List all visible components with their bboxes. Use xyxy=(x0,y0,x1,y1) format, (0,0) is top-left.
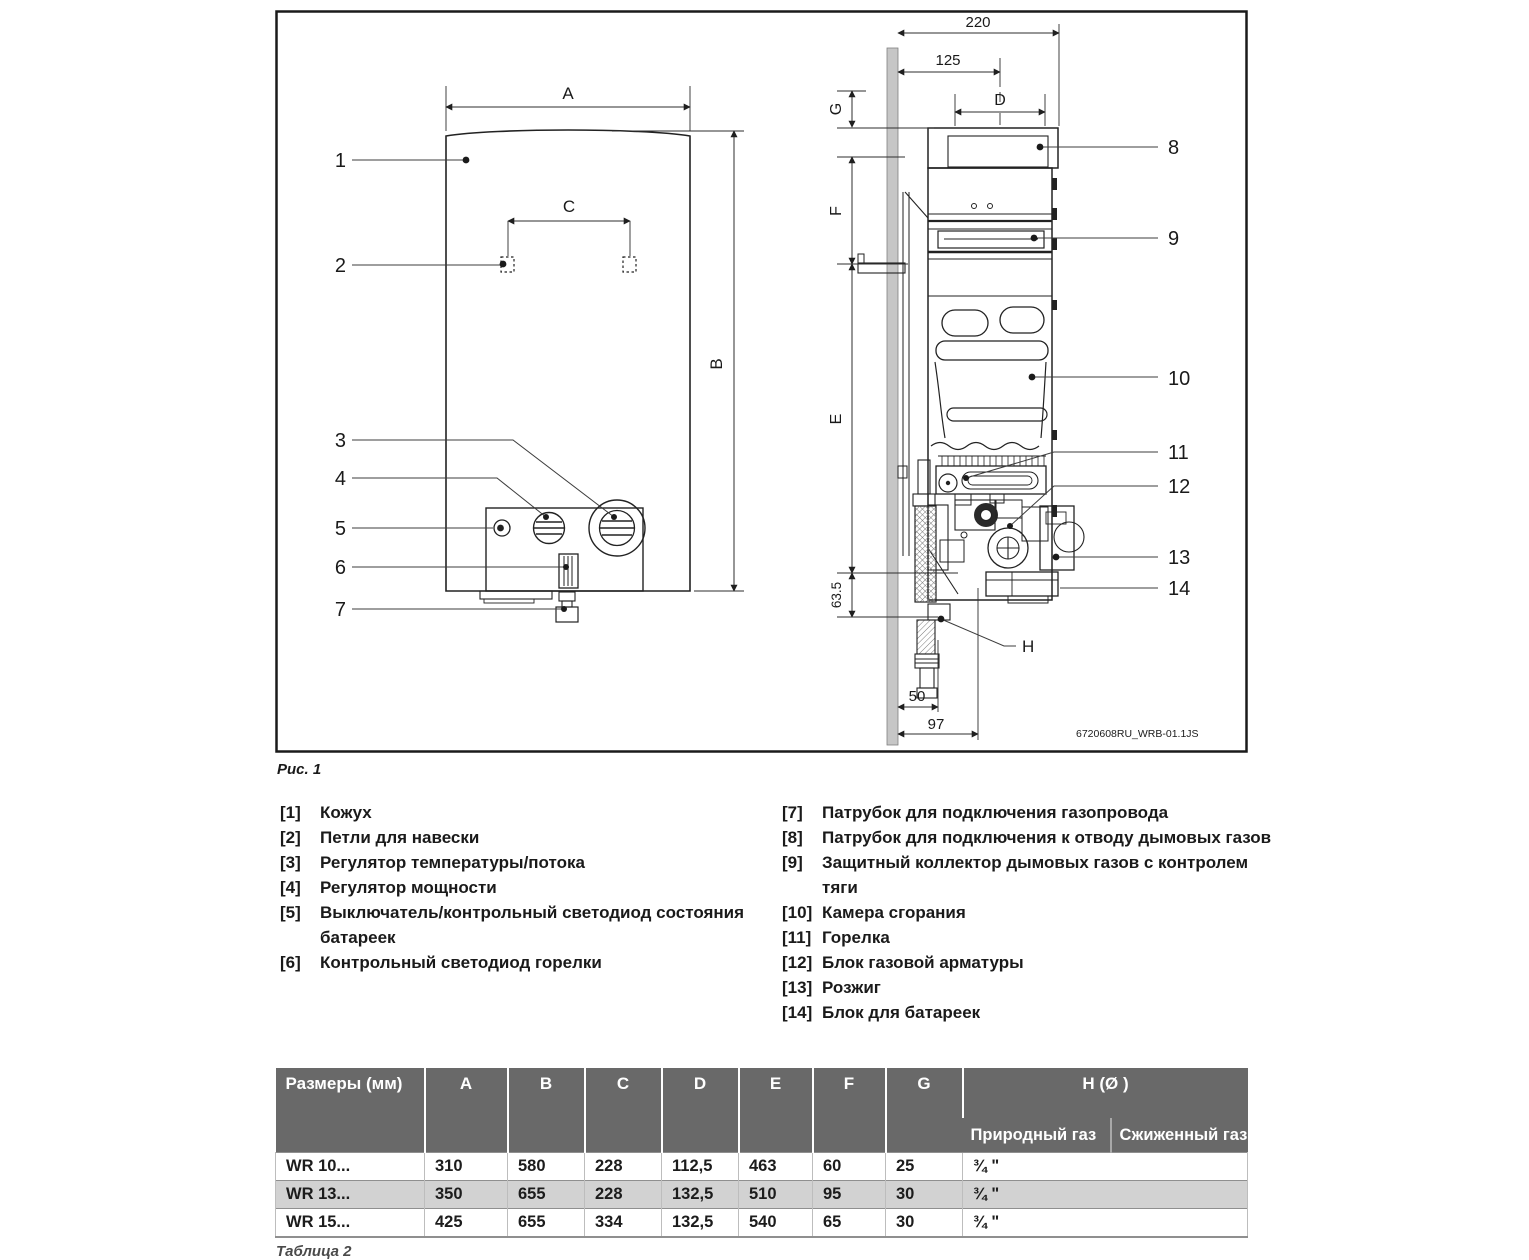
dim-label-g: G xyxy=(828,102,845,116)
cell-g: 30 xyxy=(886,1180,963,1208)
legend-text: Горелка xyxy=(822,928,890,947)
table-caption-clipped xyxy=(276,1243,476,1260)
legend-item-13 xyxy=(782,975,1282,1000)
legend-text: Блок для батареек xyxy=(822,1003,981,1022)
callout-2: 2 xyxy=(334,255,346,277)
cell-g: 25 xyxy=(886,1152,963,1180)
dim-label-h: H xyxy=(1022,637,1035,656)
table-header-row xyxy=(276,1068,1248,1118)
cell-c: 228 xyxy=(585,1180,662,1208)
legend-text: Петли для навески xyxy=(320,828,480,847)
col-header-h: H (Ø ) xyxy=(963,1068,1248,1118)
cell-f: 95 xyxy=(813,1180,886,1208)
legend-item-12 xyxy=(782,950,1282,975)
callout-7: 7 xyxy=(334,599,346,621)
cell-b: 655 xyxy=(508,1208,585,1237)
legend-text: Защитный коллектор дымовых газов с контролем тяги xyxy=(822,853,1249,897)
legend-item-9 xyxy=(782,850,1282,900)
callout-5: 5 xyxy=(334,518,346,540)
dim-label-f: F xyxy=(828,206,845,216)
cell-f: 60 xyxy=(813,1152,886,1180)
legend-item-5 xyxy=(280,900,758,950)
legend-text: Розжиг xyxy=(822,978,881,997)
legend-num: [10] xyxy=(782,903,813,922)
col-header-c: C xyxy=(585,1068,662,1152)
legend-num: [6] xyxy=(280,953,301,972)
legend-text: Регулятор температуры/потока xyxy=(320,853,585,872)
legend-num: [12] xyxy=(782,953,813,972)
dim-label-c: C xyxy=(562,197,576,216)
col-header-g: G xyxy=(886,1068,963,1152)
dim-label-97: 97 xyxy=(927,716,945,733)
legend-item-7 xyxy=(782,800,1282,825)
cell-e: 463 xyxy=(739,1152,813,1180)
cell-d: 132,5 xyxy=(662,1180,739,1208)
legend-num: [5] xyxy=(280,903,301,922)
cell-d: 132,5 xyxy=(662,1208,739,1237)
legend-right-column xyxy=(782,800,1282,1025)
col-header-f: F xyxy=(813,1068,886,1152)
legend-num: [2] xyxy=(280,828,301,847)
cell-a: 350 xyxy=(425,1180,508,1208)
legend-item-1 xyxy=(280,800,758,825)
callout-1: 1 xyxy=(334,150,346,172)
col-header-d: D xyxy=(662,1068,739,1152)
dimensions-table xyxy=(275,1068,1248,1238)
cell-d: 112,5 xyxy=(662,1152,739,1180)
col-subheader-liquefied-gas: Сжиженный газ xyxy=(1111,1118,1248,1152)
dim-label-a: A xyxy=(562,84,574,103)
cell-b: 580 xyxy=(508,1152,585,1180)
figure-watermark: 6720608RU_WRB-01.1JS xyxy=(1076,728,1199,740)
dim-label-b: B xyxy=(707,358,726,370)
legend-text: Камера сгорания xyxy=(822,903,966,922)
callout-3: 3 xyxy=(334,430,346,452)
legend-num: [1] xyxy=(280,803,301,822)
legend-item-14 xyxy=(782,1000,1282,1025)
col-header-sizes: Размеры (мм) xyxy=(276,1068,425,1152)
table-row-wr10 xyxy=(276,1152,1248,1180)
callout-8: 8 xyxy=(1168,137,1180,159)
legend-text: Патрубок для подключения к отводу дымовых газов xyxy=(822,828,1272,847)
cell-h: ¾ " xyxy=(963,1208,1248,1237)
cell-h: ¾ " xyxy=(963,1180,1248,1208)
legend-item-10 xyxy=(782,900,1282,925)
col-header-b: B xyxy=(508,1068,585,1152)
figure-frame xyxy=(277,12,1247,752)
dim-label-d: D xyxy=(994,92,1006,109)
legend-item-8 xyxy=(782,825,1282,850)
legend-num: [3] xyxy=(280,853,301,872)
cell-c: 228 xyxy=(585,1152,662,1180)
cell-a: 310 xyxy=(425,1152,508,1180)
col-subheader-natural-gas: Природный газ xyxy=(963,1118,1111,1152)
table-caption: Таблица 2 xyxy=(276,1243,352,1260)
dim-label-e: E xyxy=(828,413,845,425)
callout-9: 9 xyxy=(1168,228,1180,250)
wall xyxy=(887,48,898,745)
table-row-wr15 xyxy=(276,1208,1248,1237)
cell-model: WR 15... xyxy=(276,1208,425,1237)
legend-item-11 xyxy=(782,925,1282,950)
legend-text: Регулятор мощности xyxy=(320,878,497,897)
col-header-a: A xyxy=(425,1068,508,1152)
dim-label-63-5: 63.5 xyxy=(829,581,844,609)
legend-item-6 xyxy=(280,950,758,975)
legend-item-2 xyxy=(280,825,758,850)
legend-item-3 xyxy=(280,850,758,875)
callout-4: 4 xyxy=(334,468,346,490)
cell-f: 65 xyxy=(813,1208,886,1237)
legend-item-4 xyxy=(280,875,758,900)
legend-num: [4] xyxy=(280,878,301,897)
cell-c: 334 xyxy=(585,1208,662,1237)
legend-text: Выключатель/контрольный светодиод состояния батареек xyxy=(320,903,745,947)
col-header-e: E xyxy=(739,1068,813,1152)
cell-model: WR 13... xyxy=(276,1180,425,1208)
cell-model: WR 10... xyxy=(276,1152,425,1180)
legend-text: Блок газовой арматуры xyxy=(822,953,1024,972)
cell-e: 540 xyxy=(739,1208,813,1237)
legend-left-column xyxy=(280,800,758,975)
dim-label-125: 125 xyxy=(935,52,961,69)
callout-13: 13 xyxy=(1168,547,1191,569)
legend-num: [14] xyxy=(782,1003,813,1022)
legend-num: [13] xyxy=(782,978,813,997)
table-row-wr13 xyxy=(276,1180,1248,1208)
figure-1-drawing xyxy=(275,10,1248,753)
callout-11: 11 xyxy=(1168,442,1189,464)
cell-h: ¾ " xyxy=(963,1152,1248,1180)
cell-a: 425 xyxy=(425,1208,508,1237)
legend-text: Патрубок для подключения газопровода xyxy=(822,803,1169,822)
legend-num: [8] xyxy=(782,828,803,847)
callout-14: 14 xyxy=(1168,578,1191,600)
dim-label-50: 50 xyxy=(908,688,926,705)
callout-12: 12 xyxy=(1168,476,1191,498)
legend-text: Контрольный светодиод горелки xyxy=(320,953,602,972)
figure-caption: Рис. 1 xyxy=(277,761,322,778)
callout-10: 10 xyxy=(1168,368,1191,390)
legend-text: Кожух xyxy=(320,803,372,822)
dim-label-220: 220 xyxy=(965,14,991,31)
cell-b: 655 xyxy=(508,1180,585,1208)
cell-e: 510 xyxy=(739,1180,813,1208)
cell-g: 30 xyxy=(886,1208,963,1237)
callout-6: 6 xyxy=(334,557,346,579)
legend-num: [7] xyxy=(782,803,803,822)
legend-num: [9] xyxy=(782,853,803,872)
legend-num: [11] xyxy=(782,928,812,947)
